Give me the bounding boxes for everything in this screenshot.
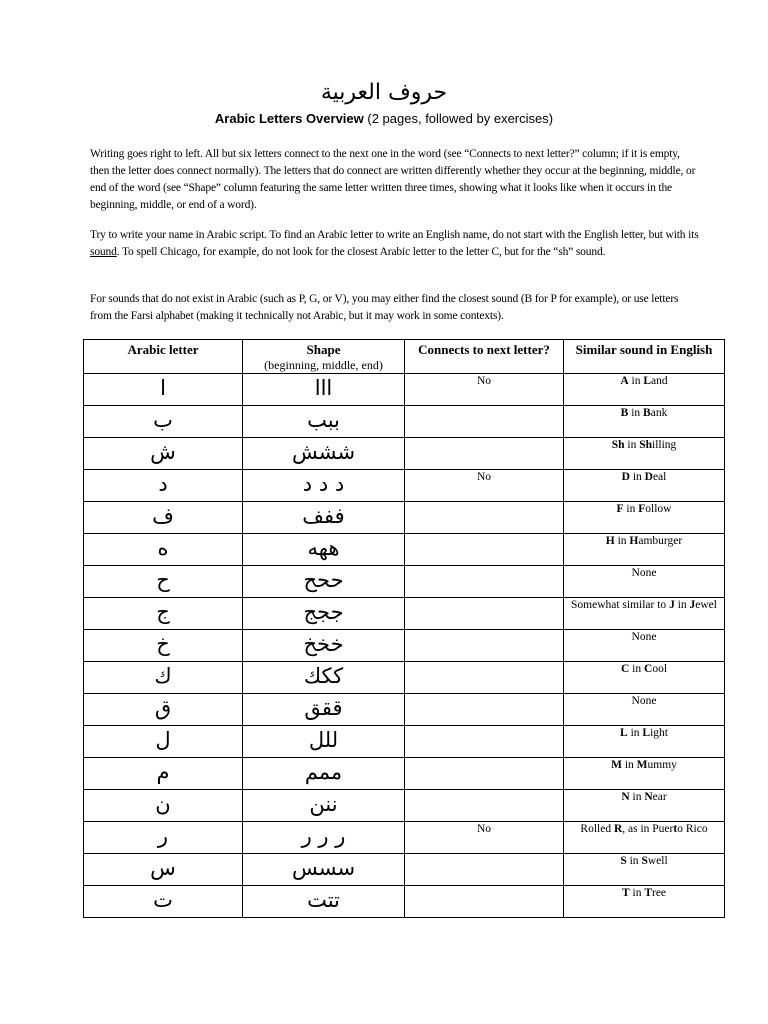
connects-cell <box>405 598 564 630</box>
shape-cell: ففف <box>243 502 405 534</box>
sound-text-part: B <box>643 407 651 419</box>
arabic-letter-cell: ب <box>84 406 243 438</box>
sound-text-part: in <box>626 855 642 867</box>
english-sound-cell <box>564 822 725 854</box>
shape-cell: ممم <box>243 758 405 790</box>
table-header-row <box>84 340 725 374</box>
sound-text-part: ear <box>652 791 667 803</box>
table-row <box>84 758 725 790</box>
shape-cell: سسس <box>243 854 405 886</box>
sound-text-part: S <box>641 855 648 867</box>
connects-cell: No <box>405 470 564 502</box>
sound-text-part: in <box>628 375 644 387</box>
sound-text-part: and <box>651 375 668 387</box>
sound-text-part: F <box>616 503 624 515</box>
sound-text-part: D <box>621 471 630 483</box>
sound-text-part: Sh <box>639 439 652 451</box>
p2-after: . To spell Chicago, for example, do not look for the closest Arabic letter to the letter C, but for the “sh” sound. <box>116 246 606 258</box>
english-sound-cell <box>564 470 725 502</box>
connects-cell: No <box>405 374 564 406</box>
table-row <box>84 502 725 534</box>
sound-text-part: J <box>689 599 696 611</box>
connects-cell <box>405 630 564 662</box>
sound-text-part: o Rico <box>677 823 708 835</box>
sound-text-part: Somewhat similar to <box>571 599 670 611</box>
sound-text-part: ummy <box>647 759 677 771</box>
shape-cell: تتت <box>243 886 405 918</box>
english-sound-cell <box>564 790 725 822</box>
english-sound-cell <box>564 598 725 630</box>
english-sound-cell <box>564 406 725 438</box>
english-sound-cell <box>564 726 725 758</box>
connects-cell <box>405 854 564 886</box>
english-sound-cell <box>564 374 725 406</box>
intro-paragraph-1: Writing goes right to left. All but six letters connect to the next one in the word (see “Connects to next letter?” column; if it is empty, then the letter does connect normally). The letters that do connect are written differently whether they occur at the beginning, middle, or end of the word (see “Shape” column featuring the same letter written three times, showing what it looks like when it occurs in the beginning, middle, or end of a word). <box>90 148 696 211</box>
sound-text-part: in <box>629 663 644 675</box>
sound-text-part: in <box>629 791 645 803</box>
header-connects: Connects to next letter? <box>405 340 564 374</box>
table-row <box>84 854 725 886</box>
english-sound-cell <box>564 694 725 726</box>
table-row <box>84 726 725 758</box>
sound-text-part: M <box>636 759 648 771</box>
p2-before: Try to write your name in Arabic script. To find an Arabic letter to write an English name, do not start with the English letter, but with its <box>90 229 699 241</box>
sound-text-part: , as in Puer <box>622 823 674 835</box>
shape-cell: ننن <box>243 790 405 822</box>
arabic-letter-cell: ج <box>84 598 243 630</box>
table-row <box>84 790 725 822</box>
sound-text-part: in <box>628 407 644 419</box>
header-sound: Similar sound in English <box>564 340 725 374</box>
table-row <box>84 566 725 598</box>
arabic-letter-cell: ك <box>84 662 243 694</box>
sound-text-part: Sh <box>611 439 625 451</box>
arabic-letter-cell: س <box>84 854 243 886</box>
header-shape-label: Shape <box>306 342 341 357</box>
connects-cell <box>405 566 564 598</box>
sound-text-part: S <box>620 855 627 867</box>
connects-cell <box>405 694 564 726</box>
connects-cell: No <box>405 822 564 854</box>
intro-paragraph-3: For sounds that do not exist in Arabic (such as P, G, or V), you may either find the closest sound (B for P for example), or use letters from the Farsi alphabet (making it technically not Arabic, but it may work in some contexts). <box>90 293 679 322</box>
english-sound-cell <box>564 758 725 790</box>
connects-cell <box>405 886 564 918</box>
arabic-letter-cell: ر <box>84 822 243 854</box>
shape-cell: ححح <box>243 566 405 598</box>
english-sound-cell <box>564 886 725 918</box>
connects-cell <box>405 406 564 438</box>
header-shape-sub: (beginning, middle, end) <box>264 358 383 372</box>
sound-text-part: eal <box>652 471 667 483</box>
shape-cell: د د د <box>243 470 405 502</box>
sound-text-part: in <box>627 727 643 739</box>
table-row <box>84 662 725 694</box>
table-row <box>84 598 725 630</box>
sound-text-part: well <box>647 855 668 867</box>
arabic-letter-cell: د <box>84 470 243 502</box>
arabic-letter-cell: م <box>84 758 243 790</box>
shape-cell: ببب <box>243 406 405 438</box>
arabic-letter-cell: ا <box>84 374 243 406</box>
arabic-letter-cell: ف <box>84 502 243 534</box>
connects-cell <box>405 758 564 790</box>
arabic-letter-cell: ن <box>84 790 243 822</box>
sound-text-part: H <box>629 535 639 547</box>
arabic-title: حروف العربية <box>320 80 448 105</box>
shape-cell: للل <box>243 726 405 758</box>
subtitle-bold: Arabic Letters Overview <box>214 111 364 126</box>
sound-text-part: H <box>605 535 615 547</box>
table-row <box>84 470 725 502</box>
shape-cell: ققق <box>243 694 405 726</box>
english-sound-cell <box>564 662 725 694</box>
sound-text-part: B <box>620 407 629 419</box>
english-sound-cell <box>564 854 725 886</box>
sound-text-part: in <box>614 535 630 547</box>
sound-text-part: N <box>644 791 653 803</box>
arabic-letter-cell: ح <box>84 566 243 598</box>
sound-text-part: L <box>620 727 628 739</box>
connects-cell <box>405 502 564 534</box>
table-row <box>84 886 725 918</box>
english-sound-cell <box>564 630 725 662</box>
table-row <box>84 822 725 854</box>
arabic-letter-cell: ش <box>84 438 243 470</box>
sound-text-part: L <box>642 727 651 739</box>
sound-text-part: ollow <box>645 503 672 515</box>
arabic-letter-cell: ل <box>84 726 243 758</box>
sound-text-part: in <box>624 439 640 451</box>
sound-text-part: N <box>621 791 630 803</box>
table-row <box>84 374 725 406</box>
sound-text-part: t <box>673 823 678 835</box>
sound-text-part: ool <box>652 663 668 675</box>
p2-underlined: sound <box>90 246 117 258</box>
sound-text-part: L <box>643 375 652 387</box>
shape-cell: خخخ <box>243 630 405 662</box>
sound-text-part: None <box>631 695 657 707</box>
table-body <box>84 374 725 918</box>
shape-cell: ششش <box>243 438 405 470</box>
arabic-letters-table <box>83 339 725 918</box>
shape-cell: ههه <box>243 534 405 566</box>
connects-cell <box>405 726 564 758</box>
sound-text-part: R <box>613 823 623 835</box>
shape-cell: ججج <box>243 598 405 630</box>
sound-text-part: ight <box>650 727 668 739</box>
table-row <box>84 534 725 566</box>
sound-text-part: C <box>620 663 630 675</box>
connects-cell <box>405 790 564 822</box>
shape-cell: ككك <box>243 662 405 694</box>
connects-cell <box>405 438 564 470</box>
sound-text-part: J <box>669 599 675 611</box>
sound-text-part: Rolled <box>580 823 614 835</box>
sound-text-part: T <box>621 887 630 899</box>
sound-text-part: in <box>621 759 637 771</box>
table-row <box>84 694 725 726</box>
intro-paragraph-2 <box>90 227 700 261</box>
sound-text-part: M <box>611 759 622 771</box>
table-row <box>84 630 725 662</box>
subtitle <box>0 111 768 126</box>
arabic-letter-cell: ق <box>84 694 243 726</box>
sound-text-part: ank <box>650 407 668 419</box>
sound-text-part: amburger <box>638 535 683 547</box>
sound-text-part: C <box>644 663 653 675</box>
connects-cell <box>405 534 564 566</box>
sound-text-part: ewel <box>695 599 717 611</box>
connects-cell <box>405 662 564 694</box>
header-shape <box>243 340 405 374</box>
english-sound-cell <box>564 534 725 566</box>
header-arabic-letter: Arabic letter <box>84 340 243 374</box>
arabic-letter-cell: ه <box>84 534 243 566</box>
sound-text-part: None <box>631 631 657 643</box>
table-row <box>84 406 725 438</box>
english-sound-cell <box>564 502 725 534</box>
sound-text-part: A <box>620 375 629 387</box>
sound-text-part: in <box>629 471 645 483</box>
shape-cell: ر ر ر <box>243 822 405 854</box>
sound-text-part: D <box>644 471 653 483</box>
sound-text-part: in <box>674 599 690 611</box>
english-sound-cell <box>564 566 725 598</box>
english-sound-cell <box>564 438 725 470</box>
arabic-letter-cell: ت <box>84 886 243 918</box>
subtitle-rest: (2 pages, followed by exercises) <box>363 111 554 126</box>
arabic-letter-cell: خ <box>84 630 243 662</box>
sound-text-part: None <box>631 567 657 579</box>
table-row <box>84 438 725 470</box>
sound-text-part: ree <box>652 887 667 899</box>
sound-text-part: T <box>644 887 652 899</box>
sound-text-part: illing <box>652 439 677 451</box>
shape-cell: ااا <box>243 374 405 406</box>
sound-text-part: in <box>629 887 645 899</box>
sound-text-part: in <box>623 503 639 515</box>
sound-text-part: F <box>638 503 646 515</box>
